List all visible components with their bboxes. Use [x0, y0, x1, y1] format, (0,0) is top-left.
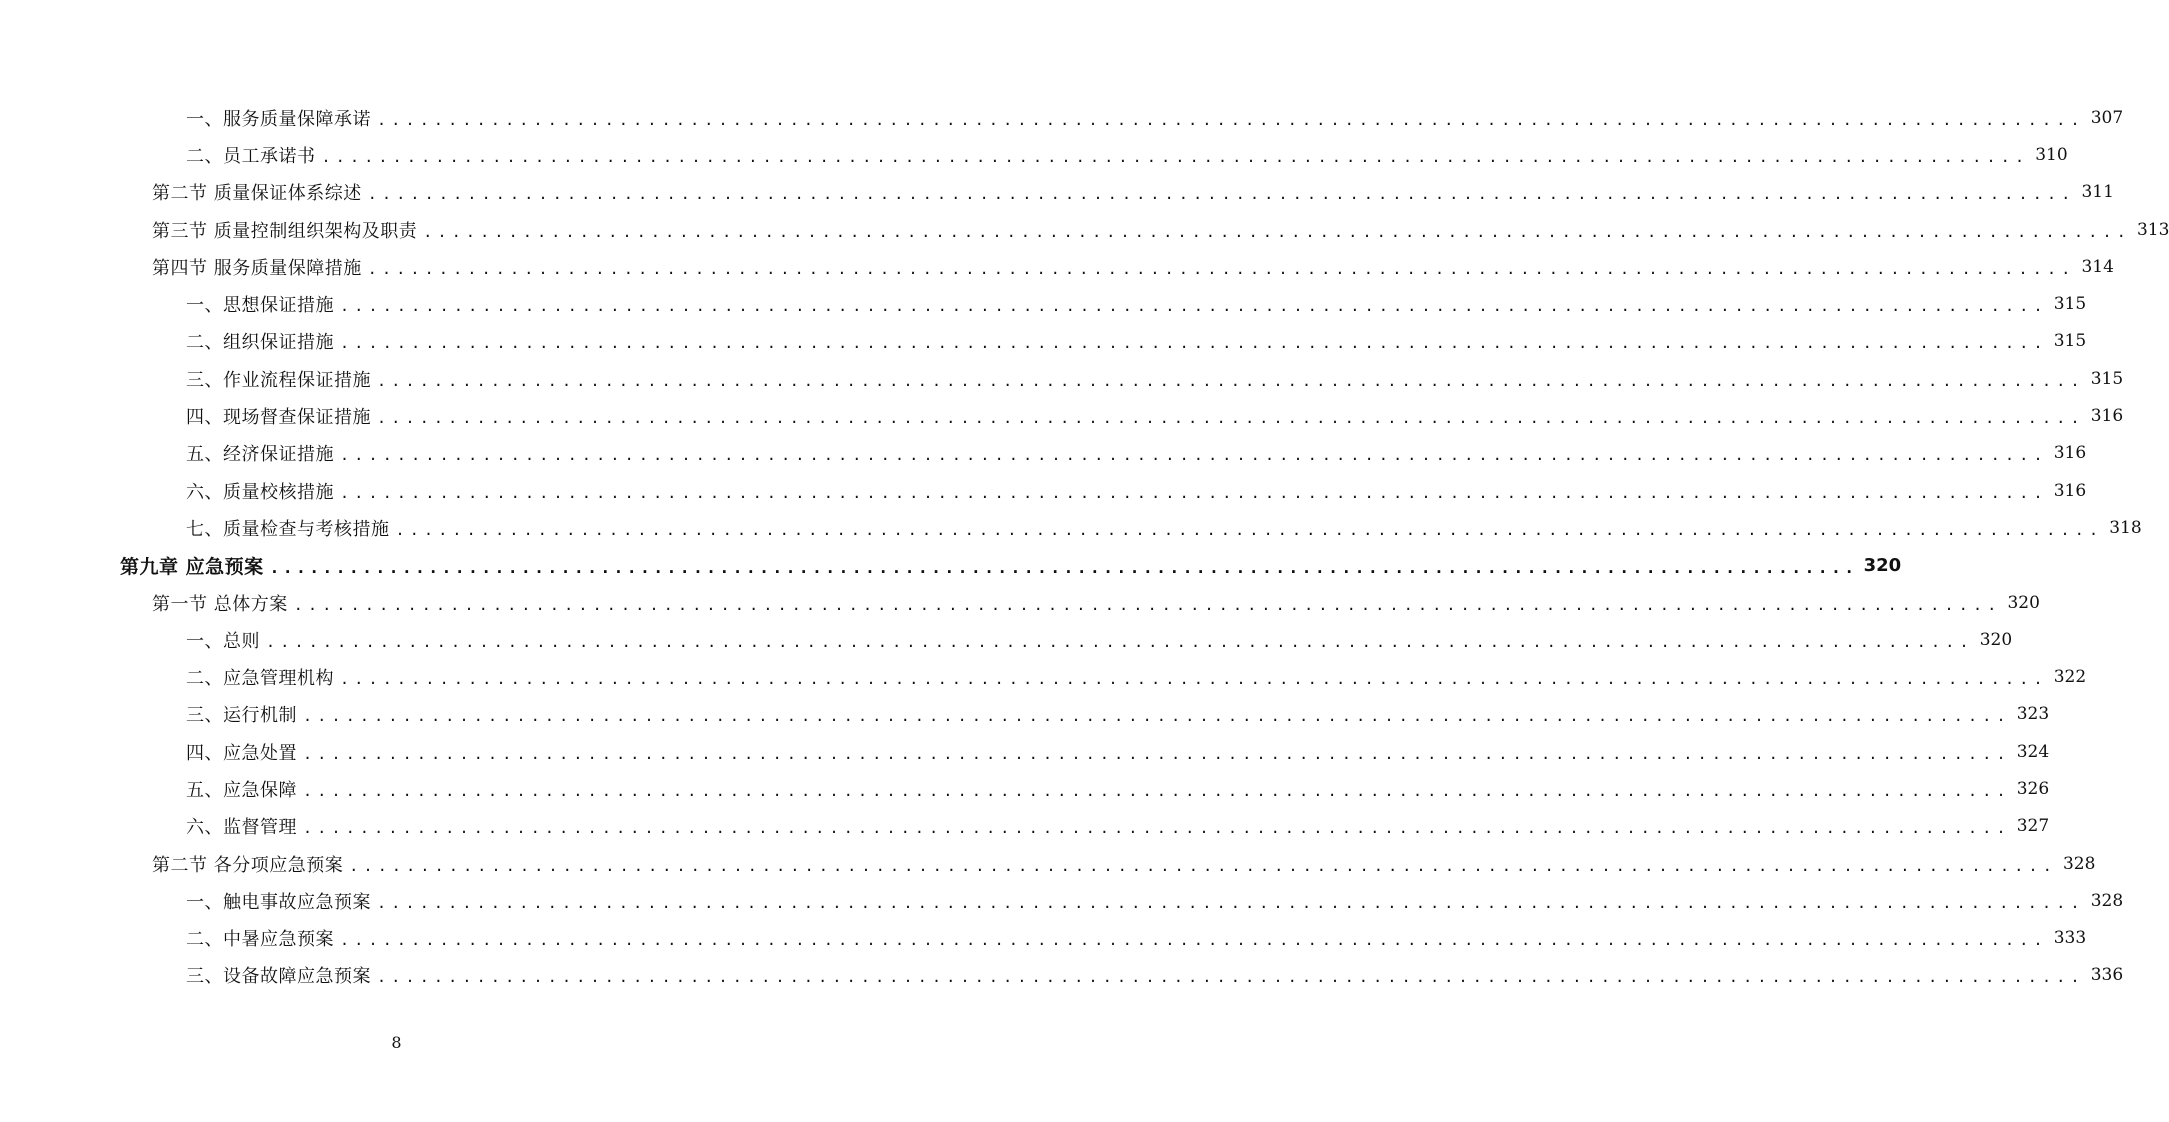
toc-dot-leader: ........................................................................................................................ — [340, 483, 2048, 502]
toc-dot-leader: ........................................................................................................................ — [303, 781, 2011, 800]
toc-entry-page: 328 — [2062, 853, 2096, 874]
toc-dot-leader: ........................................................................................................................ — [293, 595, 2002, 614]
toc-entry-title: 七、质量检查与考核措施 — [186, 518, 390, 540]
table-of-contents — [0, 99, 2169, 994]
toc-subsection-entry[interactable] — [0, 136, 2068, 173]
toc-section-entry[interactable] — [0, 211, 2169, 248]
toc-entry-page: 328 — [2090, 890, 2124, 911]
toc-entry-page: 315 — [2053, 294, 2087, 315]
toc-dot-leader: ........................................................................................................................ — [269, 557, 1858, 577]
toc-entry-page: 316 — [2053, 480, 2087, 501]
toc-entry-title: 三、设备故障应急预案 — [186, 966, 371, 988]
toc-entry-title: 四、现场督查保证措施 — [186, 407, 371, 429]
toc-dot-leader: ........................................................................................................................ — [321, 147, 2030, 166]
toc-entry-title: 二、中暑应急预案 — [186, 929, 334, 951]
toc-entry-title: 二、组织保证措施 — [186, 332, 334, 354]
toc-dot-leader: ........................................................................................................................ — [340, 931, 2048, 950]
toc-dot-leader: ........................................................................................................................ — [303, 744, 2011, 763]
toc-entry-page: 316 — [2053, 443, 2087, 464]
toc-subsection-entry[interactable] — [0, 360, 2124, 397]
toc-subsection-entry[interactable] — [0, 808, 2050, 845]
toc-entry-page: 324 — [2016, 741, 2050, 762]
toc-entry-title: 第九章 应急预案 — [120, 555, 264, 578]
toc-subsection-entry[interactable] — [0, 882, 2124, 919]
toc-entry-title: 三、运行机制 — [186, 705, 297, 727]
toc-dot-leader: ........................................................................................................................ — [377, 968, 2085, 987]
toc-subsection-entry[interactable] — [0, 770, 2050, 807]
toc-entry-title: 五、应急保障 — [186, 779, 297, 801]
toc-dot-leader: ........................................................................................................................ — [367, 185, 2076, 204]
toc-entry-title: 一、服务质量保障承诺 — [186, 108, 371, 130]
toc-dot-leader: ........................................................................................................................ — [377, 893, 2085, 912]
toc-entry-page: 323 — [2016, 704, 2050, 725]
toc-chapter-entry[interactable] — [0, 547, 1902, 584]
toc-section-entry[interactable] — [0, 174, 2114, 211]
toc-subsection-entry[interactable] — [0, 323, 2087, 360]
toc-entry-title: 三、作业流程保证措施 — [186, 369, 371, 391]
toc-entry-title: 五、经济保证措施 — [186, 444, 334, 466]
toc-subsection-entry[interactable] — [0, 435, 2087, 472]
toc-dot-leader: ........................................................................................................................ — [340, 297, 2048, 316]
toc-dot-leader: ........................................................................................................................ — [340, 670, 2048, 689]
toc-entry-title: 第二节 各分项应急预案 — [152, 854, 344, 876]
toc-subsection-entry[interactable] — [0, 285, 2087, 322]
toc-entry-page: 310 — [2035, 144, 2068, 165]
toc-entry-title: 一、触电事故应急预案 — [186, 891, 371, 913]
toc-subsection-entry[interactable] — [0, 696, 2050, 733]
toc-entry-page: 314 — [2081, 256, 2114, 277]
toc-entry-title: 二、员工承诺书 — [186, 145, 316, 167]
toc-dot-leader: ........................................................................................................................ — [266, 632, 1974, 651]
toc-entry-page: 333 — [2053, 928, 2087, 949]
toc-dot-leader: ........................................................................................................................ — [423, 222, 2131, 241]
toc-subsection-entry[interactable] — [0, 472, 2087, 509]
toc-subsection-entry[interactable] — [0, 957, 2124, 994]
toc-subsection-entry[interactable] — [0, 621, 2013, 658]
toc-entry-title: 六、质量校核措施 — [186, 481, 334, 503]
toc-entry-title: 四、应急处置 — [186, 742, 297, 764]
toc-entry-title: 第二节 质量保证体系综述 — [152, 183, 362, 205]
toc-entry-page: 307 — [2090, 107, 2124, 128]
toc-dot-leader: ........................................................................................................................ — [340, 446, 2048, 465]
toc-entry-title: 一、总则 — [186, 630, 260, 652]
toc-dot-leader: ........................................................................................................................ — [377, 371, 2085, 390]
toc-entry-page: 320 — [2007, 592, 2040, 613]
toc-subsection-entry[interactable] — [0, 658, 2087, 695]
toc-subsection-entry[interactable] — [0, 397, 2124, 434]
toc-entry-page: 316 — [2090, 406, 2124, 427]
toc-entry-page: 320 — [1863, 554, 1902, 576]
toc-subsection-entry[interactable] — [0, 99, 2124, 136]
toc-dot-leader: ........................................................................................................................ — [367, 259, 2076, 278]
toc-entry-page: 318 — [2109, 517, 2142, 538]
toc-section-entry[interactable] — [0, 845, 2096, 882]
toc-subsection-entry[interactable] — [0, 920, 2087, 957]
toc-dot-leader: ........................................................................................................................ — [377, 409, 2085, 428]
toc-dot-leader: ........................................................................................................................ — [349, 856, 2057, 875]
toc-entry-title: 第三节 质量控制组织架构及职责 — [152, 220, 418, 242]
toc-entry-title: 二、应急管理机构 — [186, 668, 334, 690]
toc-entry-title: 第四节 服务质量保障措施 — [152, 257, 362, 279]
toc-entry-title: 一、思想保证措施 — [186, 295, 334, 317]
toc-entry-page: 315 — [2053, 331, 2087, 352]
toc-entry-page: 336 — [2090, 965, 2124, 986]
toc-dot-leader: ........................................................................................................................ — [303, 707, 2011, 726]
toc-entry-title: 六、监督管理 — [186, 817, 297, 839]
toc-subsection-entry[interactable] — [0, 509, 2142, 546]
toc-dot-leader: ........................................................................................................................ — [377, 110, 2085, 129]
toc-entry-page: 313 — [2136, 219, 2169, 240]
toc-section-entry[interactable] — [0, 248, 2114, 285]
toc-section-entry[interactable] — [0, 584, 2040, 621]
toc-entry-page: 327 — [2016, 816, 2050, 837]
toc-subsection-entry[interactable] — [0, 733, 2050, 770]
toc-entry-title: 第一节 总体方案 — [152, 593, 288, 615]
toc-dot-leader: ........................................................................................................................ — [340, 334, 2048, 353]
toc-entry-page: 320 — [1979, 629, 2013, 650]
toc-dot-leader: ........................................................................................................................ — [395, 520, 2104, 539]
toc-dot-leader: ........................................................................................................................ — [303, 819, 2011, 838]
toc-entry-page: 326 — [2016, 778, 2050, 799]
page-number: 8 — [391, 1033, 402, 1052]
toc-entry-page: 311 — [2081, 182, 2114, 203]
toc-entry-page: 322 — [2053, 667, 2087, 688]
toc-entry-page: 315 — [2090, 368, 2124, 389]
